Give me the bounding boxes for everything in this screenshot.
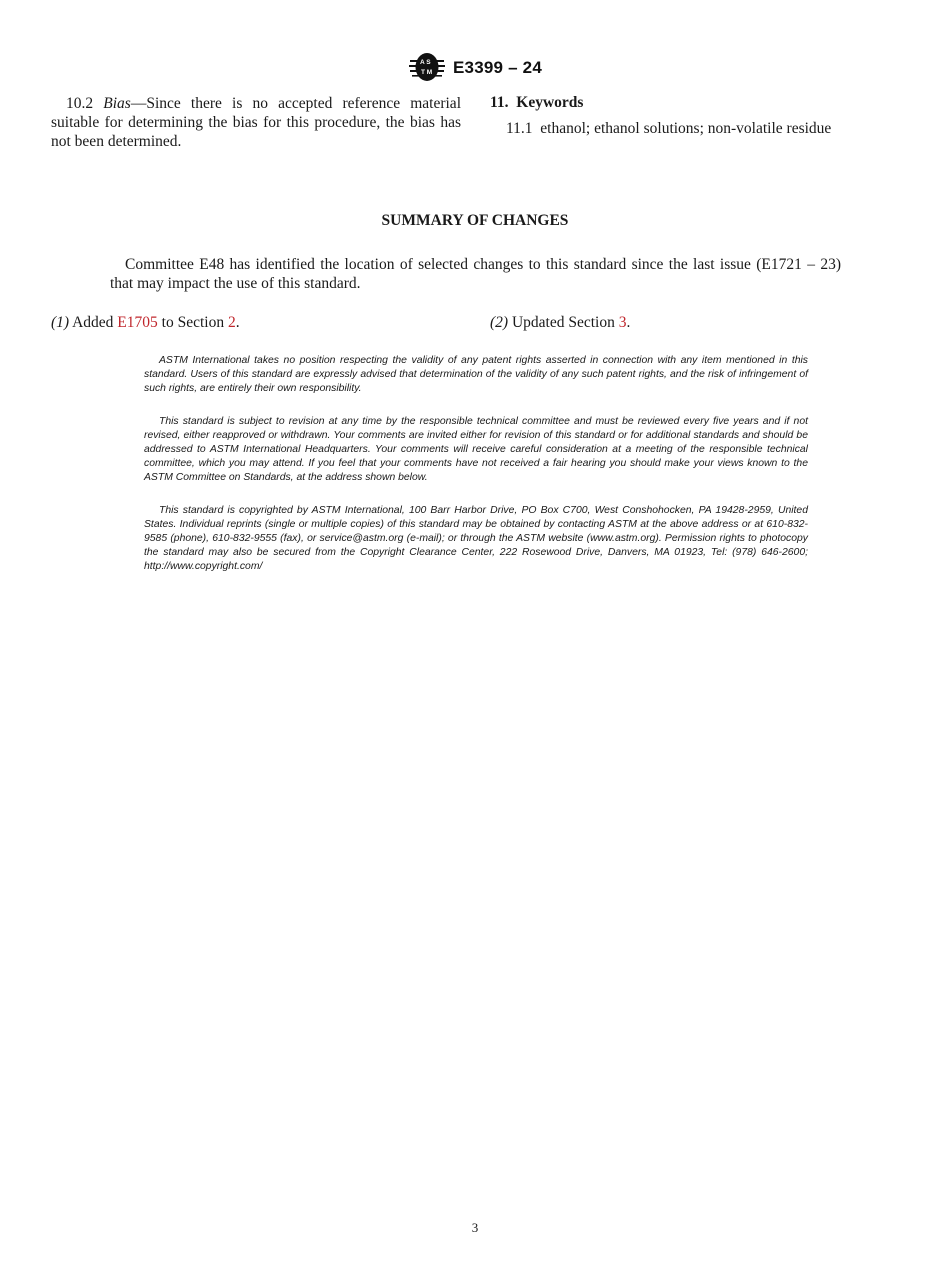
standard-link-e1705[interactable]: E1705 — [117, 314, 158, 331]
section-title: Bias — [103, 95, 131, 112]
patent-notice — [144, 354, 808, 396]
patent-notice-text: ASTM International takes no position respecting the validity of any patent rights asserted in connection with any item mentioned in this standard. Users of this standard are expressly advised that determination of the validity of any such patent rights, and the risk of infringement of such rights, are entirely their own responsibility. — [144, 355, 808, 394]
summary-intro-text: Committee E48 has identified the location of selected changes to this standard since the last issue (E1721 – 23) that may impact the use of this standard. — [110, 256, 841, 292]
logo-letters: A S — [420, 59, 431, 66]
change-number: (1) — [51, 314, 70, 331]
section-text: Since there is no accepted reference material suitable for determining the bias for this procedure, the bias has not been determined. — [51, 95, 461, 150]
revision-notice-text: This standard is subject to revision at any time by the responsible technical committee and must be reviewed every five years and if not revised, either reapproved or withdrawn. Your comments are invited either for revision of this standard or for additional standards and should be addressed to ASTM International Headquarters. Your comments will receive careful consideration at a meeting of the responsible technical committee, which you may attend. If you feel that your comments have not received a fair hearing you should make your views known to the ASTM Committee on Standards, at the address shown below. — [144, 416, 808, 483]
summary-intro — [110, 255, 841, 293]
change-text: . — [235, 314, 240, 331]
change-text: to Section — [157, 314, 228, 331]
document-number: E3399 – 24 — [453, 58, 542, 77]
change-text: Added — [69, 314, 118, 331]
revision-notice — [144, 415, 808, 485]
change-item-2 — [490, 314, 630, 332]
copyright-notice-text: This standard is copyrighted by ASTM International, 100 Barr Harbor Drive, PO Box C700, West Conshohocken, PA 19428-2959, United States. Individual reprints (single or multiple copies) of this standard may be obtained by contacting ASTM at the above address or at 610-832-9585 (phone), 610-832-9555 (fax), or service@astm.org (e-mail); or through the ASTM website (www.astm.org). Permission rights to photocopy the standard may also be secured from the Copyright Clearance Center, 222 Rosewood Drive, Danvers, MA 01923, Tel: (978) 646-2600; http://www.copyright.com/ — [144, 505, 808, 572]
section-number: 10.2 — [66, 95, 94, 112]
page-number: 3 — [471, 1220, 479, 1235]
copyright-notice — [144, 504, 808, 574]
change-item-1 — [51, 314, 240, 332]
section-10-2-paragraph — [51, 94, 461, 151]
change-text: . — [626, 314, 631, 331]
summary-of-changes-heading: SUMMARY OF CHANGES — [381, 212, 569, 229]
astm-logo-icon — [408, 52, 446, 82]
change-number: (2) — [490, 314, 509, 331]
em-dash: — — [130, 95, 147, 112]
keywords-text: 11.1 ethanol; ethanol solutions; non-volatile residue — [506, 120, 832, 137]
change-text: Updated Section — [508, 314, 619, 331]
svg-text:T M: T M — [421, 69, 433, 76]
section-link-2[interactable]: 2 — [227, 314, 236, 331]
section-link-3[interactable]: 3 — [618, 314, 627, 331]
page-header — [0, 52, 950, 86]
keywords-heading: 11. Keywords — [490, 94, 584, 111]
